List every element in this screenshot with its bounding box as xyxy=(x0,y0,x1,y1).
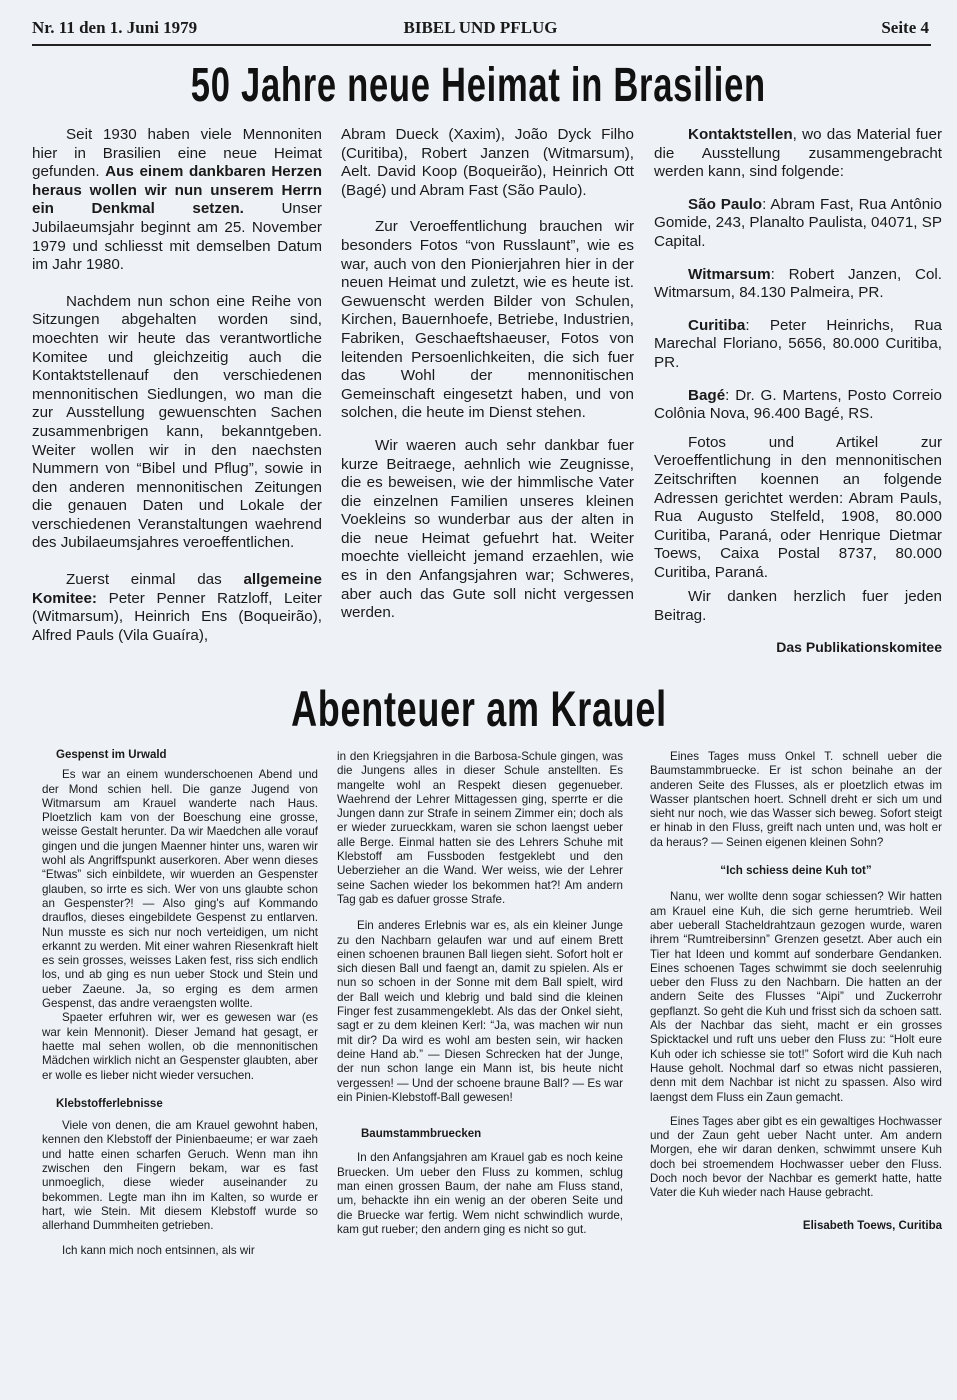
article1-paragraph: Wir waeren auch sehr dankbar fuer kurze Beitraege, aehnlich wie Zeugnisse, die es beweisen, wie der himmlische Vater die einzelnen Familien unseres kleinen Voekleins so wunderbar aus der alten in die neue Heimat gefuehrt hat. Weiter moechte vielleicht jemand erzaehlen, wie es in den Anfangsjahren war; Schweres, aber auch das Gute soll nicht vergessen werden. xyxy=(341,436,634,622)
article1-paragraph: Kontaktstellen, wo das Material fuer die Ausstellung zusammengebracht werden kann, sind folgende: xyxy=(654,126,942,181)
article2-paragraph: In den Anfangsjahren am Krauel gab es noch keine Bruecken. Um ueber den Fluss zu kommen, schlug man einen grossen Baum, der nahe am Fluss stand, um, behackte ihn ein wenig an der oberen Seite und die Bruecke war fertig. Wem nicht schwindlich wurde, kam gut rueber; den andern ging es nicht so gut. xyxy=(337,1151,623,1236)
article2-paragraph: Nanu, wer wollte denn sogar schiessen? Wir hatten am Krauel eine Kuh, die sich gerne herumtrieb. Weil aber ueberall Stacheldrahtzaun gezogen wurde, waren ihrem “Rumtreibersinn” Grenzen gesetzt. Aber auch ein Tier hat Ideen und kommt auf sonderbare Gendanken. Eines schoenen Tages schwimmt sie doch seelenruhig ueber den Fluss zu den Nachbarn. Die hatten an der andern Seite des Flusses “Aipi” und Zuckerrohr gepflanzt. So geht die Kuh und frisst sich da schoen satt. Als der Nachbar das sieht, macht er ein grosses Spicktackel und ruft uns ueber den Fluss zu: “Holt eure Kuh oder ich schiesse sie tot!” Sofort wird die Kuh nach Hause geholt. Nochmal darf so etwas nicht passieren, denn mit dem Nachbar ist nicht zu spassen. Also wird laengst dem Fluss ein Zaun gemacht. xyxy=(650,890,942,1104)
article2-paragraph: Eines Tages aber gibt es ein gewaltiges Hochwasser und der Zaun geht ueber Nacht unter. Am andern Morgen, ehe wir daran denken, schwimmt unsere Kuh doch bei stroemendem Hochwasser ueber den Fluss. Doch noch bevor der Nachbar es gemerkt hatte, hatte Vater die Kuh wieder nach Hause gebracht. xyxy=(650,1114,942,1200)
header-rule xyxy=(32,44,931,46)
article1-paragraph: Fotos und Artikel zur Veroeffentlichung in den mennonitischen Zeitschriften koennen an folgende Adressen gerichtet werden: Abram Pauls, Rua Augusto Stelfeld, 1908, 80.000 Curitiba, Paraná, oder Henrique Dietmar Toews, Caixa Postal 8737, 80.000 Curitiba, Paraná. xyxy=(654,433,942,581)
article1-title: 50 Jahre neue Heimat in Brasilien xyxy=(190,59,767,112)
article1-paragraph: Abram Dueck (Xaxim), João Dyck Filho (Curitiba), Robert Janzen (Witmarsum), Aelt. David Koop (Boqueirão), Heinrich Ott (Bagé) und Abram Fast (São Paulo). xyxy=(341,126,634,199)
article1-signature: Das Publikationskomitee xyxy=(776,638,942,655)
article2-paragraph: Eines Tages muss Onkel T. schnell ueber die Baumstammbruecke. Er ist schon beinahe an der anderen Seite des Flusses, als er ploetzlich etwas im Wasser plantschen hoert. Schnell dreht er sich um und sieht nur noch, wie das Wasser sich beweg. Sofort steigt er hinab in den Fluss, greift nach unten und, was holt er da heraus? — Seinen eigenen kleinen Sohn? xyxy=(650,750,942,849)
contact-curitiba: Curitiba: Peter Heinrichs, Rua Marechal Floriano, 5656, 80.000 Curitiba, PR. xyxy=(654,316,942,371)
article2-paragraph: Spaeter erfuhren wir, wer es gewesen war (es war kein Mennonit). Dieser Jemand hat gesagt, er haette mal sehen wollen, ob die mennonitischen Mädchen wirklich nicht an Gespenster glaubten, aber er wolle es lieber nicht wieder versuchen. xyxy=(42,1011,318,1082)
contact-witmarsum: Witmarsum: Robert Janzen, Col. Witmarsum, 84.130 Palmeira, PR. xyxy=(654,265,942,302)
contact-bage: Bagé: Dr. G. Martens, Posto Correio Colônia Nova, 96.400 Bagé, RS. xyxy=(654,386,942,423)
contact-sao-paulo: São Paulo: Abram Fast, Rua Antônio Gomide, 243, Planalto Paulista, 04071, SP Capital. xyxy=(654,195,942,250)
article2-signature: Elisabeth Toews, Curitiba xyxy=(802,1219,942,1232)
article1-paragraph: Wir danken herzlich fuer jeden Beitrag. xyxy=(654,588,942,625)
article2-subheading: “Ich schiess deine Kuh tot” xyxy=(720,864,872,878)
article2-paragraph: Ich kann mich noch entsinnen, als wir xyxy=(62,1243,255,1257)
article1-column-3 xyxy=(654,126,942,656)
article2-subheading: Gespenst im Urwald xyxy=(56,749,167,761)
article2-subheading: Baumstammbruecken xyxy=(361,1128,482,1141)
newspaper-name: BIBEL UND PFLUG xyxy=(403,18,558,37)
issue-date: Nr. 11 den 1. Juni 1979 xyxy=(32,18,198,37)
page-header xyxy=(32,18,929,44)
article1-paragraph: Seit 1930 haben viele Mennoniten hier in Brasilien eine neue Heimat gefunden. Aus einem dankbaren Herzen heraus wollen wir nun unserem Herrn ein Denkmal setzen. Unser Jubilaeumsjahr beginnt am 25. November 1979 und schliesst mit demselben Datum im Jahr 1980. xyxy=(32,126,322,274)
article2-subheading: Klebstofferlebnisse xyxy=(56,1097,163,1110)
article2-column-3 xyxy=(650,750,942,1233)
page-number: Seite 4 xyxy=(881,18,929,37)
article2-paragraph: in den Kriegsjahren in die Barbosa-Schule gingen, was die Jungens alles in dieser Schule anstellten. Es mangelte wohl an Respekt diesen gegenueber. Waehrend der Lehrer Mittagessen ging, sperrte er die Jungen dann zur Strafe in seinem Zimmer ein; doch als er wieder zurueckkam, waren sie schon laengst ueber alle Berge. Einmal hatten sie des Lehrers Schuhe mit Klebstoff am Fussboden festgeklebt und den Ueberzieher an die Wand. Wer weiss, wie der Lehrer seine Sachen wieder los bekommen hat?! Am andern Tag gab es dafuer grosse Strafe. xyxy=(337,750,623,906)
article2-title: Abenteuer am Krauel xyxy=(290,681,667,737)
article2-column-2 xyxy=(337,750,623,1237)
article2-paragraph: Ein anderes Erlebnis war es, als ein kleiner Junge zu den Nachbarn gelaufen war und auf einem Brett einen schoenen braunen Ball liegen sieht. Sofort holt er sich diesen Ball und faengt an, damit zu spielen. Als er nun so schoen in der Sonne mit dem Ball spielt, wird der Ball weich und klebrig und bald sind die kleinen Finger fest zusammengeklebt. Als das der Onkel sieht, sagt er zu dem kleinen Kerl: “Ja, was machen wir nun mit dir? Da wird es wohl am besten sein, wir hacken deine Hand ab.” — Diesen Schrecken hat der Junge, der nun schon lange ein Mann ist, bis heute nicht vergessen! — Und der schoene braune Ball? — Es war ein Pinien-Klebstoff-Ball gewesen! xyxy=(337,919,623,1104)
article1-column-1 xyxy=(32,126,322,645)
article1-paragraph: Zur Veroeffentlichung brauchen wir besonders Fotos “von Russlaunt”, wie es war, auch von den Pionierjahren hier in der neuen Heimat und zuletzt, wie es heute ist. Gewuenscht werden Bilder von Schulen, Kirchen, Bauernhoefe, Betriebe, Industrien, Fabriken, Geschaeftshaeuser, Fotos von leitenden Persoenlichkeiten, die sich fuer das Wohl der mennonitischen Gemeinschaft eingesetzt haben, und von solchen, die heute im Dienst stehen. xyxy=(341,218,634,422)
article2-column-1 xyxy=(42,748,318,1258)
article2-paragraph: Viele von denen, die am Krauel gewohnt haben, kennen den Klebstoff der Pinienbaeume; er war zaeh und hatte einen scharfen Geruch. Wenn man ihn zwischen den Fingern bekam, war es fast unmoeglich, diese wieder auseinander zu bekommen. Legte man ihn im Kalten, so wurde er hart, wie Stein. Mit diesem Klebstoff wurde so allerhand Dummheiten getrieben. xyxy=(42,1119,318,1233)
article2-paragraph: Es war an einem wunderschoenen Abend und der Mond schien hell. Die ganze Jugend von Witmarsum am Krauel wanderte nach Haus. Ploetzlich kam von der Boeschung eine grosse, weisse Gestalt herunter. Da wir Maedchen alle vorauf gingen und die jungen Maenner hinter uns, waren wir wohl als Angriffspunkt auserkoren. Aber wenn dieses “Etwas” sich einbildete, wir wuerden an Gespenster glauben, so irrte es sich. Wer von uns glaubte schon an Gespenster?! — Also ging's auf Kommando drauflos, dieses eingebildete Gespenst zu entlarven. Nun musste es sich nur noch verteidigen, um nicht erkannt zu werden. Mit einer wahren Riesenkraft hielt es sein grosses, weisses Laken fest, riss sich endlich los, und ab ging es nun ueber Stock und Stein und ueber Zaeune. Ja, so erging es dem armen Gespenst, das andre veraengsten wollte. xyxy=(42,768,318,1011)
article1-paragraph: Nachdem nun schon eine Reihe von Sitzungen abgehalten worden sind, moechten wir heute das verantwortliche Komitee und gleichzeitig auch die Kontaktstellenauf den verschiedenen mennonitischen Siedlungen, wo man die zur Ausstellung gewuenschten Sachen zusammenbrigen kann, bekanntgeben. Weiter wollen wir in den naechsten Nummern von “Bibel und Pflug”, sowie in den anderen mennonitischen Zeitungen die genauen Daten und Lokale der verschiedenen Veranstaltungen waehrend des Jubilaeumsjahres veroeffentlichen. xyxy=(32,292,322,552)
article1-column-2 xyxy=(341,126,634,623)
article1-paragraph: Zuerst einmal das allgemeine Komitee: Peter Penner Ratzloff, Leiter (Witmarsum), Heinrich Ens (Boqueirão), Alfred Pauls (Vila Guaíra), xyxy=(32,571,322,644)
